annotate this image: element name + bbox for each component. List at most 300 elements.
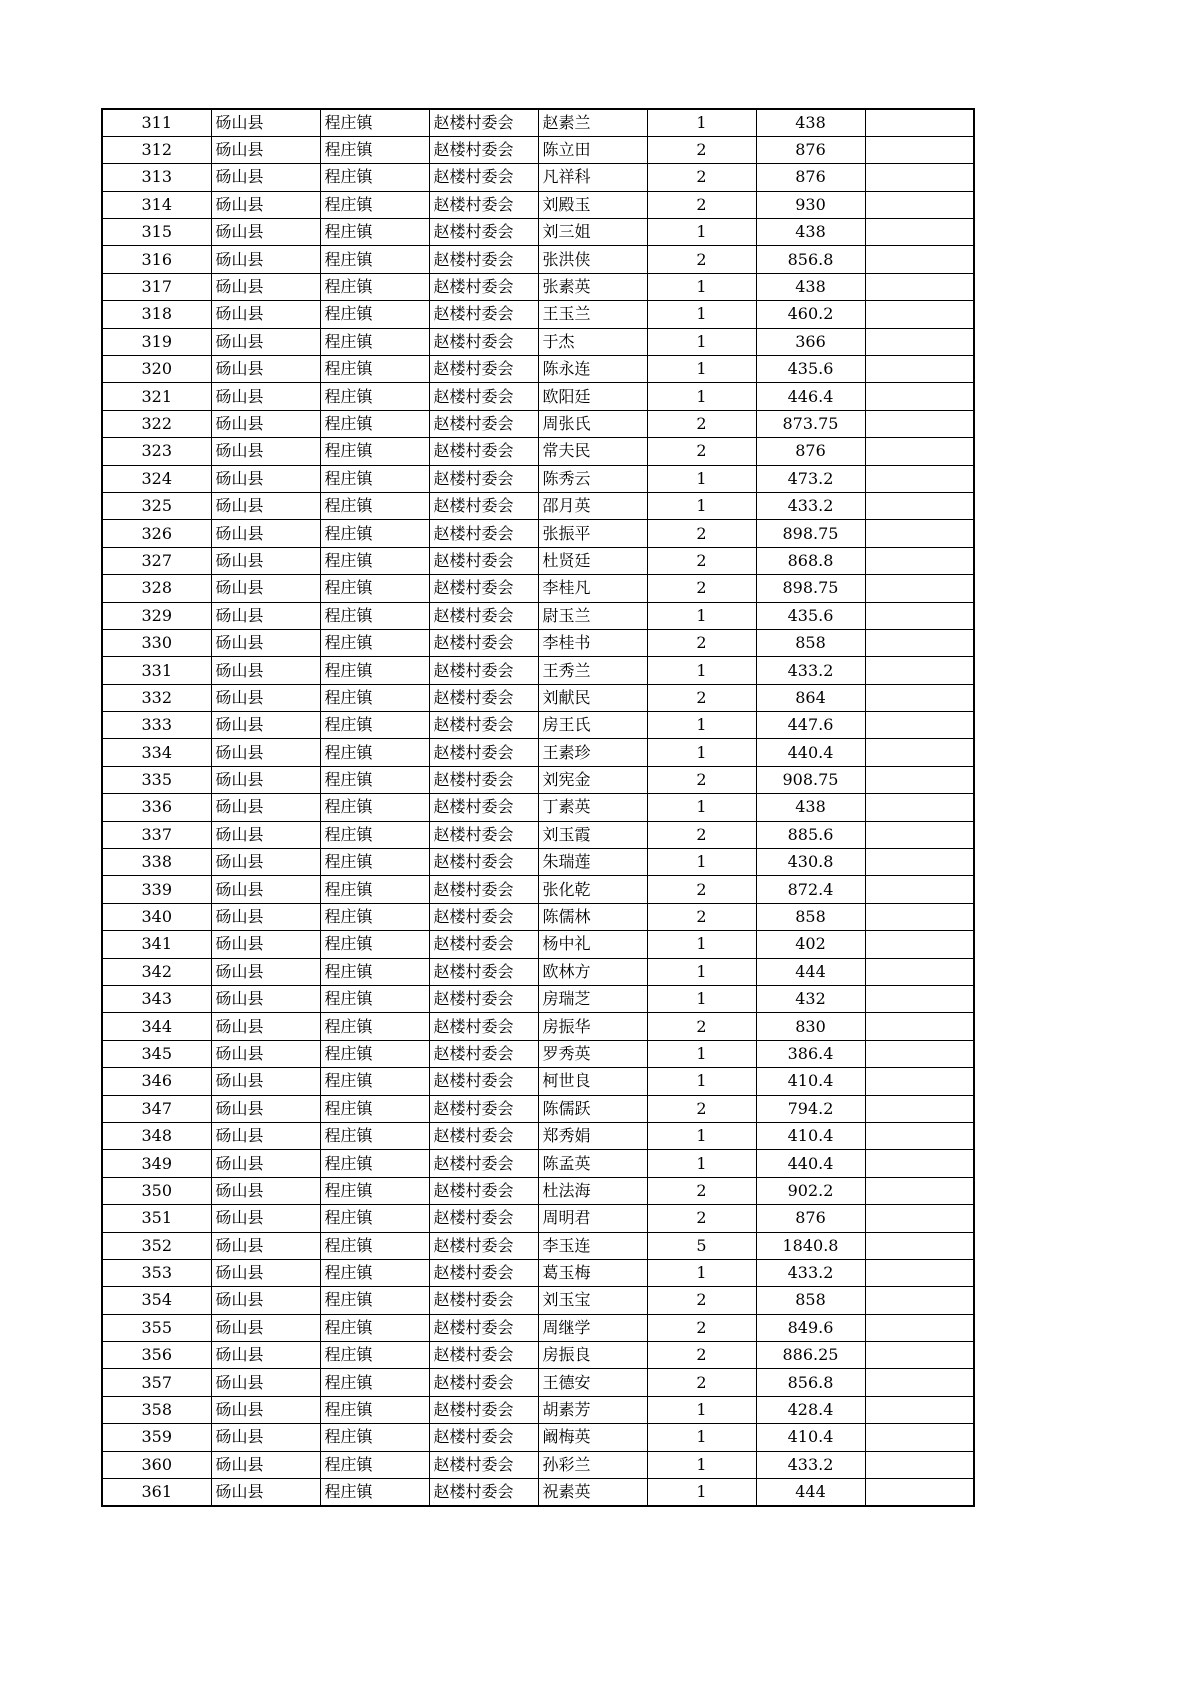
name-cell: 欧林方	[538, 958, 647, 985]
row-number-cell: 316	[102, 246, 211, 273]
name-cell: 丁素英	[538, 794, 647, 821]
town-cell: 程庄镇	[320, 766, 429, 793]
row-number-cell: 351	[102, 1205, 211, 1232]
county-cell: 砀山县	[211, 684, 320, 711]
village-committee-cell: 赵楼村委会	[429, 246, 538, 273]
remarks-cell	[865, 602, 974, 629]
county-cell: 砀山县	[211, 246, 320, 273]
town-cell: 程庄镇	[320, 1095, 429, 1122]
village-committee-cell: 赵楼村委会	[429, 1095, 538, 1122]
name-cell: 陈孟英	[538, 1150, 647, 1177]
name-cell: 杨中礼	[538, 931, 647, 958]
remarks-cell	[865, 1232, 974, 1259]
table-row	[102, 575, 974, 602]
name-cell: 孙彩兰	[538, 1451, 647, 1478]
amount-cell: 438	[756, 273, 865, 300]
row-number-cell: 361	[102, 1479, 211, 1506]
household-count-cell: 1	[647, 1479, 756, 1506]
town-cell: 程庄镇	[320, 356, 429, 383]
town-cell: 程庄镇	[320, 1122, 429, 1149]
table-row	[102, 1259, 974, 1286]
town-cell: 程庄镇	[320, 629, 429, 656]
row-number-cell: 338	[102, 849, 211, 876]
household-count-cell: 2	[647, 1095, 756, 1122]
household-count-cell: 2	[647, 1205, 756, 1232]
village-committee-cell: 赵楼村委会	[429, 1040, 538, 1067]
town-cell: 程庄镇	[320, 958, 429, 985]
town-cell: 程庄镇	[320, 1396, 429, 1423]
village-committee-cell: 赵楼村委会	[429, 876, 538, 903]
row-number-cell: 336	[102, 794, 211, 821]
row-number-cell: 346	[102, 1068, 211, 1095]
town-cell: 程庄镇	[320, 191, 429, 218]
table-row	[102, 1150, 974, 1177]
amount-cell: 444	[756, 1479, 865, 1506]
household-count-cell: 2	[647, 575, 756, 602]
village-committee-cell: 赵楼村委会	[429, 629, 538, 656]
remarks-cell	[865, 1068, 974, 1095]
table-row	[102, 383, 974, 410]
household-count-cell: 2	[647, 876, 756, 903]
row-number-cell: 318	[102, 301, 211, 328]
row-number-cell: 347	[102, 1095, 211, 1122]
household-count-cell: 1	[647, 1068, 756, 1095]
table-row	[102, 629, 974, 656]
remarks-cell	[865, 1205, 974, 1232]
amount-cell: 898.75	[756, 520, 865, 547]
name-cell: 杜法海	[538, 1177, 647, 1204]
name-cell: 刘玉霞	[538, 821, 647, 848]
amount-cell: 435.6	[756, 602, 865, 629]
household-count-cell: 2	[647, 547, 756, 574]
town-cell: 程庄镇	[320, 1424, 429, 1451]
amount-cell: 433.2	[756, 1451, 865, 1478]
table-row	[102, 191, 974, 218]
county-cell: 砀山县	[211, 547, 320, 574]
table-row	[102, 356, 974, 383]
name-cell: 杜贤廷	[538, 547, 647, 574]
table-row	[102, 438, 974, 465]
table-row	[102, 136, 974, 163]
household-count-cell: 1	[647, 492, 756, 519]
county-cell: 砀山县	[211, 1095, 320, 1122]
village-committee-cell: 赵楼村委会	[429, 1314, 538, 1341]
name-cell: 郑秀娟	[538, 1122, 647, 1149]
town-cell: 程庄镇	[320, 712, 429, 739]
village-committee-cell: 赵楼村委会	[429, 1177, 538, 1204]
row-number-cell: 360	[102, 1451, 211, 1478]
name-cell: 邵月英	[538, 492, 647, 519]
remarks-cell	[865, 849, 974, 876]
name-cell: 周继学	[538, 1314, 647, 1341]
row-number-cell: 325	[102, 492, 211, 519]
table-row	[102, 164, 974, 191]
table-row	[102, 1095, 974, 1122]
county-cell: 砀山县	[211, 849, 320, 876]
town-cell: 程庄镇	[320, 1342, 429, 1369]
town-cell: 程庄镇	[320, 903, 429, 930]
table-row	[102, 657, 974, 684]
household-count-cell: 1	[647, 657, 756, 684]
amount-cell: 908.75	[756, 766, 865, 793]
amount-cell: 440.4	[756, 739, 865, 766]
amount-cell: 872.4	[756, 876, 865, 903]
amount-cell: 930	[756, 191, 865, 218]
name-cell: 王德安	[538, 1369, 647, 1396]
household-count-cell: 1	[647, 931, 756, 958]
table-row	[102, 1287, 974, 1314]
amount-cell: 428.4	[756, 1396, 865, 1423]
table-row	[102, 986, 974, 1013]
remarks-cell	[865, 712, 974, 739]
row-number-cell: 345	[102, 1040, 211, 1067]
town-cell: 程庄镇	[320, 465, 429, 492]
town-cell: 程庄镇	[320, 1040, 429, 1067]
name-cell: 张素英	[538, 273, 647, 300]
name-cell: 张化乾	[538, 876, 647, 903]
village-committee-cell: 赵楼村委会	[429, 1150, 538, 1177]
name-cell: 刘献民	[538, 684, 647, 711]
remarks-cell	[865, 1013, 974, 1040]
county-cell: 砀山县	[211, 903, 320, 930]
town-cell: 程庄镇	[320, 219, 429, 246]
row-number-cell: 312	[102, 136, 211, 163]
county-cell: 砀山县	[211, 629, 320, 656]
county-cell: 砀山县	[211, 794, 320, 821]
remarks-cell	[865, 328, 974, 355]
village-committee-cell: 赵楼村委会	[429, 465, 538, 492]
remarks-cell	[865, 958, 974, 985]
county-cell: 砀山县	[211, 301, 320, 328]
name-cell: 陈秀云	[538, 465, 647, 492]
row-number-cell: 328	[102, 575, 211, 602]
household-count-cell: 1	[647, 1122, 756, 1149]
name-cell: 刘玉宝	[538, 1287, 647, 1314]
town-cell: 程庄镇	[320, 1451, 429, 1478]
county-cell: 砀山县	[211, 1342, 320, 1369]
table-row	[102, 684, 974, 711]
village-committee-cell: 赵楼村委会	[429, 684, 538, 711]
table-row	[102, 931, 974, 958]
household-count-cell: 2	[647, 821, 756, 848]
county-cell: 砀山县	[211, 766, 320, 793]
name-cell: 欧阳廷	[538, 383, 647, 410]
village-committee-cell: 赵楼村委会	[429, 958, 538, 985]
amount-cell: 432	[756, 986, 865, 1013]
village-committee-cell: 赵楼村委会	[429, 1013, 538, 1040]
row-number-cell: 344	[102, 1013, 211, 1040]
household-count-cell: 2	[647, 629, 756, 656]
amount-cell: 473.2	[756, 465, 865, 492]
table-row	[102, 246, 974, 273]
town-cell: 程庄镇	[320, 246, 429, 273]
amount-cell: 410.4	[756, 1424, 865, 1451]
household-count-cell: 2	[647, 246, 756, 273]
name-cell: 祝素英	[538, 1479, 647, 1506]
name-cell: 房振华	[538, 1013, 647, 1040]
county-cell: 砀山县	[211, 575, 320, 602]
town-cell: 程庄镇	[320, 739, 429, 766]
village-committee-cell: 赵楼村委会	[429, 492, 538, 519]
village-committee-cell: 赵楼村委会	[429, 794, 538, 821]
village-committee-cell: 赵楼村委会	[429, 1451, 538, 1478]
town-cell: 程庄镇	[320, 1259, 429, 1286]
name-cell: 刘三姐	[538, 219, 647, 246]
name-cell: 于杰	[538, 328, 647, 355]
household-count-cell: 1	[647, 794, 756, 821]
row-number-cell: 329	[102, 602, 211, 629]
village-committee-cell: 赵楼村委会	[429, 520, 538, 547]
remarks-cell	[865, 520, 974, 547]
amount-cell: 386.4	[756, 1040, 865, 1067]
town-cell: 程庄镇	[320, 136, 429, 163]
row-number-cell: 350	[102, 1177, 211, 1204]
town-cell: 程庄镇	[320, 821, 429, 848]
household-count-cell: 2	[647, 438, 756, 465]
town-cell: 程庄镇	[320, 328, 429, 355]
remarks-cell	[865, 1122, 974, 1149]
name-cell: 阚梅英	[538, 1424, 647, 1451]
row-number-cell: 343	[102, 986, 211, 1013]
row-number-cell: 335	[102, 766, 211, 793]
village-committee-cell: 赵楼村委会	[429, 1232, 538, 1259]
remarks-cell	[865, 1314, 974, 1341]
amount-cell: 830	[756, 1013, 865, 1040]
remarks-cell	[865, 629, 974, 656]
household-count-cell: 2	[647, 191, 756, 218]
amount-cell: 876	[756, 438, 865, 465]
town-cell: 程庄镇	[320, 684, 429, 711]
table-row	[102, 1479, 974, 1506]
name-cell: 陈立田	[538, 136, 647, 163]
row-number-cell: 358	[102, 1396, 211, 1423]
county-cell: 砀山县	[211, 1451, 320, 1478]
table-row	[102, 1342, 974, 1369]
table-row	[102, 1314, 974, 1341]
name-cell: 刘殿玉	[538, 191, 647, 218]
household-count-cell: 2	[647, 1177, 756, 1204]
county-cell: 砀山县	[211, 986, 320, 1013]
name-cell: 刘宪金	[538, 766, 647, 793]
county-cell: 砀山县	[211, 410, 320, 437]
amount-cell: 876	[756, 164, 865, 191]
amount-cell: 858	[756, 629, 865, 656]
remarks-cell	[865, 1451, 974, 1478]
name-cell: 王素珍	[538, 739, 647, 766]
town-cell: 程庄镇	[320, 1369, 429, 1396]
village-committee-cell: 赵楼村委会	[429, 164, 538, 191]
village-committee-cell: 赵楼村委会	[429, 1396, 538, 1423]
table-row	[102, 821, 974, 848]
name-cell: 葛玉梅	[538, 1259, 647, 1286]
town-cell: 程庄镇	[320, 876, 429, 903]
household-count-cell: 1	[647, 1424, 756, 1451]
remarks-cell	[865, 383, 974, 410]
town-cell: 程庄镇	[320, 1287, 429, 1314]
row-number-cell: 349	[102, 1150, 211, 1177]
remarks-cell	[865, 1369, 974, 1396]
row-number-cell: 321	[102, 383, 211, 410]
amount-cell: 435.6	[756, 356, 865, 383]
town-cell: 程庄镇	[320, 410, 429, 437]
remarks-cell	[865, 931, 974, 958]
village-committee-cell: 赵楼村委会	[429, 438, 538, 465]
remarks-cell	[865, 1342, 974, 1369]
county-cell: 砀山县	[211, 356, 320, 383]
amount-cell: 438	[756, 219, 865, 246]
household-count-cell: 1	[647, 383, 756, 410]
row-number-cell: 357	[102, 1369, 211, 1396]
table-row	[102, 903, 974, 930]
table-row	[102, 492, 974, 519]
table-row	[102, 1396, 974, 1423]
village-committee-cell: 赵楼村委会	[429, 191, 538, 218]
amount-cell: 794.2	[756, 1095, 865, 1122]
table-row	[102, 465, 974, 492]
table-row	[102, 739, 974, 766]
table-row	[102, 301, 974, 328]
row-number-cell: 333	[102, 712, 211, 739]
table-row	[102, 849, 974, 876]
amount-cell: 868.8	[756, 547, 865, 574]
row-number-cell: 326	[102, 520, 211, 547]
remarks-cell	[865, 438, 974, 465]
name-cell: 周明君	[538, 1205, 647, 1232]
village-committee-cell: 赵楼村委会	[429, 1287, 538, 1314]
village-committee-cell: 赵楼村委会	[429, 1342, 538, 1369]
county-cell: 砀山县	[211, 1122, 320, 1149]
name-cell: 胡素芳	[538, 1396, 647, 1423]
name-cell: 李桂书	[538, 629, 647, 656]
town-cell: 程庄镇	[320, 492, 429, 519]
row-number-cell: 359	[102, 1424, 211, 1451]
name-cell: 房王氏	[538, 712, 647, 739]
amount-cell: 410.4	[756, 1122, 865, 1149]
remarks-cell	[865, 109, 974, 136]
row-number-cell: 340	[102, 903, 211, 930]
table-row	[102, 1013, 974, 1040]
village-committee-cell: 赵楼村委会	[429, 219, 538, 246]
household-count-cell: 2	[647, 766, 756, 793]
town-cell: 程庄镇	[320, 438, 429, 465]
county-cell: 砀山县	[211, 383, 320, 410]
town-cell: 程庄镇	[320, 1068, 429, 1095]
amount-cell: 864	[756, 684, 865, 711]
village-committee-cell: 赵楼村委会	[429, 1068, 538, 1095]
village-committee-cell: 赵楼村委会	[429, 109, 538, 136]
village-committee-cell: 赵楼村委会	[429, 136, 538, 163]
table-row	[102, 273, 974, 300]
amount-cell: 433.2	[756, 492, 865, 519]
row-number-cell: 330	[102, 629, 211, 656]
county-cell: 砀山县	[211, 1150, 320, 1177]
county-cell: 砀山县	[211, 958, 320, 985]
county-cell: 砀山县	[211, 1259, 320, 1286]
remarks-cell	[865, 356, 974, 383]
amount-cell: 873.75	[756, 410, 865, 437]
county-cell: 砀山县	[211, 273, 320, 300]
county-cell: 砀山县	[211, 821, 320, 848]
county-cell: 砀山县	[211, 164, 320, 191]
row-number-cell: 342	[102, 958, 211, 985]
table-row	[102, 547, 974, 574]
town-cell: 程庄镇	[320, 575, 429, 602]
town-cell: 程庄镇	[320, 1205, 429, 1232]
amount-cell: 447.6	[756, 712, 865, 739]
town-cell: 程庄镇	[320, 164, 429, 191]
household-count-cell: 2	[647, 410, 756, 437]
household-count-cell: 1	[647, 849, 756, 876]
county-cell: 砀山县	[211, 1177, 320, 1204]
household-count-cell: 1	[647, 739, 756, 766]
remarks-cell	[865, 821, 974, 848]
town-cell: 程庄镇	[320, 109, 429, 136]
amount-cell: 856.8	[756, 1369, 865, 1396]
row-number-cell: 323	[102, 438, 211, 465]
amount-cell: 849.6	[756, 1314, 865, 1341]
amount-cell: 858	[756, 1287, 865, 1314]
village-committee-cell: 赵楼村委会	[429, 328, 538, 355]
amount-cell: 433.2	[756, 657, 865, 684]
household-count-cell: 5	[647, 1232, 756, 1259]
county-cell: 砀山县	[211, 1068, 320, 1095]
table-row	[102, 794, 974, 821]
name-cell: 房振良	[538, 1342, 647, 1369]
remarks-cell	[865, 1150, 974, 1177]
name-cell: 张振平	[538, 520, 647, 547]
household-count-cell: 2	[647, 1314, 756, 1341]
name-cell: 王玉兰	[538, 301, 647, 328]
table-row	[102, 1177, 974, 1204]
village-committee-cell: 赵楼村委会	[429, 1369, 538, 1396]
town-cell: 程庄镇	[320, 301, 429, 328]
county-cell: 砀山县	[211, 712, 320, 739]
amount-cell: 430.8	[756, 849, 865, 876]
household-count-cell: 2	[647, 1369, 756, 1396]
amount-cell: 885.6	[756, 821, 865, 848]
row-number-cell: 334	[102, 739, 211, 766]
amount-cell: 856.8	[756, 246, 865, 273]
remarks-cell	[865, 684, 974, 711]
county-cell: 砀山县	[211, 1287, 320, 1314]
remarks-cell	[865, 1424, 974, 1451]
amount-cell: 438	[756, 109, 865, 136]
household-count-cell: 2	[647, 1013, 756, 1040]
town-cell: 程庄镇	[320, 1013, 429, 1040]
county-cell: 砀山县	[211, 1205, 320, 1232]
table-row	[102, 410, 974, 437]
remarks-cell	[865, 986, 974, 1013]
table-row	[102, 1205, 974, 1232]
remarks-cell	[865, 547, 974, 574]
household-count-cell: 1	[647, 328, 756, 355]
household-count-cell: 1	[647, 1451, 756, 1478]
town-cell: 程庄镇	[320, 657, 429, 684]
name-cell: 陈永连	[538, 356, 647, 383]
village-committee-cell: 赵楼村委会	[429, 739, 538, 766]
village-committee-cell: 赵楼村委会	[429, 931, 538, 958]
table-row	[102, 1232, 974, 1259]
village-committee-cell: 赵楼村委会	[429, 602, 538, 629]
name-cell: 柯世良	[538, 1068, 647, 1095]
table-row	[102, 1122, 974, 1149]
household-count-cell: 2	[647, 136, 756, 163]
remarks-cell	[865, 1479, 974, 1506]
household-count-cell: 2	[647, 520, 756, 547]
remarks-cell	[865, 739, 974, 766]
remarks-cell	[865, 903, 974, 930]
row-number-cell: 337	[102, 821, 211, 848]
